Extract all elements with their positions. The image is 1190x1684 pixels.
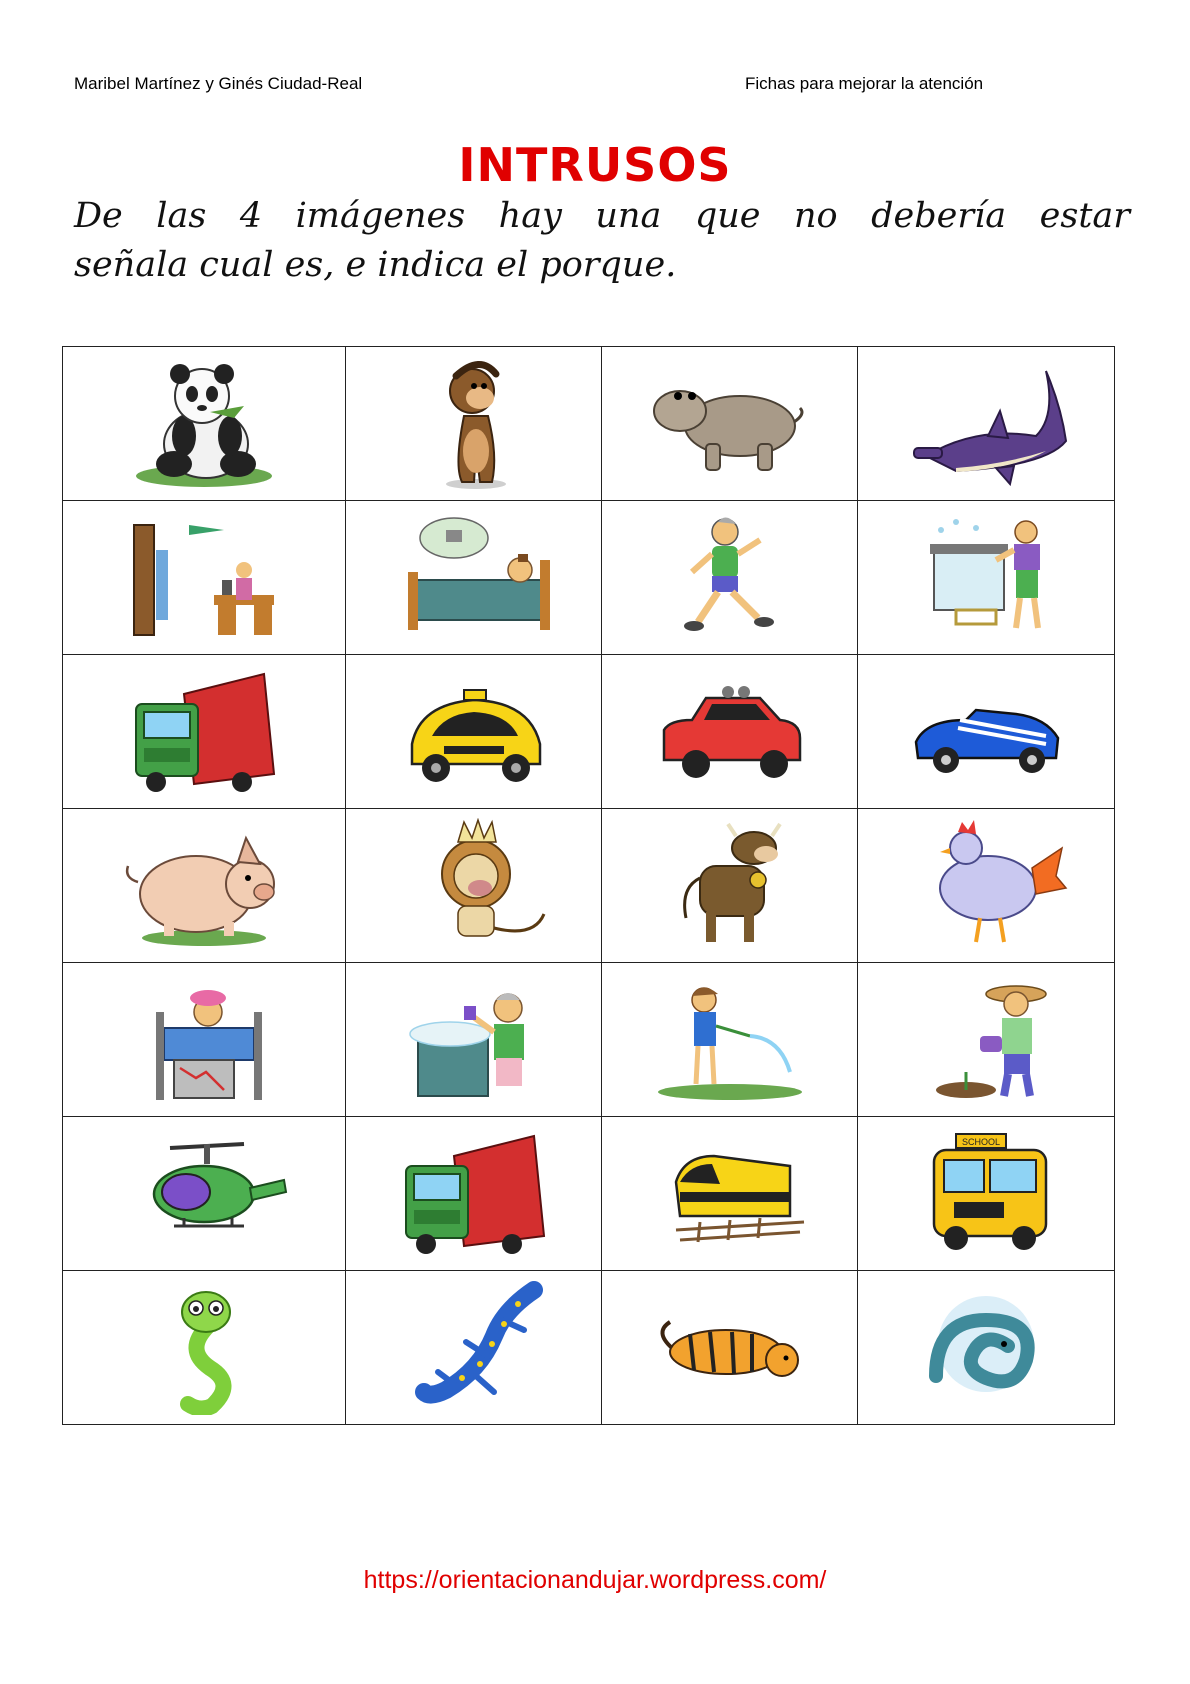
grid-row <box>63 501 1115 655</box>
cow-illustration <box>640 818 820 953</box>
salamander-illustration <box>384 1280 564 1415</box>
eel-illustration <box>896 1280 1076 1415</box>
grid-cell <box>346 809 602 963</box>
hen-illustration <box>896 818 1076 953</box>
grid-row <box>63 347 1115 501</box>
grid-row <box>63 809 1115 963</box>
helicopter-illustration <box>114 1126 294 1261</box>
grid-cell <box>858 963 1115 1117</box>
red-car-illustration <box>640 664 820 799</box>
grid-row <box>63 655 1115 809</box>
instruction-line-2: señala cual es, e indica el porque. <box>74 245 677 285</box>
grid-row <box>63 1117 1115 1271</box>
grid-cell <box>63 809 346 963</box>
grid-cell <box>602 347 858 501</box>
grid-cell <box>63 1271 346 1425</box>
grid-cell <box>602 1271 858 1425</box>
truck-illustration <box>384 1126 564 1261</box>
grid-cell <box>602 963 858 1117</box>
grid-cell <box>858 501 1115 655</box>
panda-illustration <box>114 356 294 491</box>
grid-row <box>63 1271 1115 1425</box>
grid-cell <box>858 1117 1115 1271</box>
school-bus-illustration <box>896 1126 1076 1261</box>
grid-cell <box>858 655 1115 809</box>
taxi-illustration <box>384 664 564 799</box>
tiger-illustration <box>640 1280 820 1415</box>
person-sleeping-illustration <box>384 510 564 645</box>
bus-sign-text: SCHOOL <box>961 1137 1001 1147</box>
picture-grid <box>62 346 1115 1425</box>
grid-cell <box>602 809 858 963</box>
grid-row <box>63 963 1115 1117</box>
sick-person-in-bed-illustration <box>114 972 294 1107</box>
header-authors: Maribel Martínez y Ginés Ciudad-Real <box>74 74 363 93</box>
hammerhead-shark-illustration <box>896 356 1076 491</box>
hippo-illustration <box>640 356 820 491</box>
grid-cell <box>346 347 602 501</box>
grid-cell <box>63 347 346 501</box>
man-running-illustration <box>640 510 820 645</box>
woman-watering-illustration <box>640 972 820 1107</box>
grid-cell <box>63 501 346 655</box>
grid-cell <box>858 347 1115 501</box>
grid-cell <box>63 1117 346 1271</box>
grid-cell <box>602 501 858 655</box>
footer-url[interactable]: https://orientacionandujar.wordpress.com/ <box>363 1566 827 1594</box>
train-illustration <box>640 1126 820 1261</box>
monkey-illustration <box>384 356 564 491</box>
grid-cell <box>63 963 346 1117</box>
truck-illustration <box>114 664 294 799</box>
grid-cell <box>346 1271 602 1425</box>
blue-convertible-illustration <box>896 664 1076 799</box>
person-at-desk-illustration <box>114 510 294 645</box>
grid-cell <box>858 1271 1115 1425</box>
grid-cell <box>63 655 346 809</box>
page-title: INTRUSOS <box>458 138 732 192</box>
woman-cleaning-illustration <box>896 510 1076 645</box>
pig-illustration <box>114 818 294 953</box>
grid-cell <box>346 501 602 655</box>
grid-cell <box>346 1117 602 1271</box>
worm-illustration <box>114 1280 294 1415</box>
grid-cell <box>346 655 602 809</box>
man-planting-illustration <box>896 972 1076 1107</box>
grid-cell <box>602 1117 858 1271</box>
grid-cell <box>602 655 858 809</box>
grid-cell <box>858 809 1115 963</box>
grid-cell <box>346 963 602 1117</box>
header-series: Fichas para mejorar la atención <box>745 74 984 93</box>
instruction-line-1: De las 4 imágenes hay una que no debería estar <box>74 196 1130 236</box>
lion-illustration <box>384 818 564 953</box>
man-washing-dishes-illustration <box>384 972 564 1107</box>
